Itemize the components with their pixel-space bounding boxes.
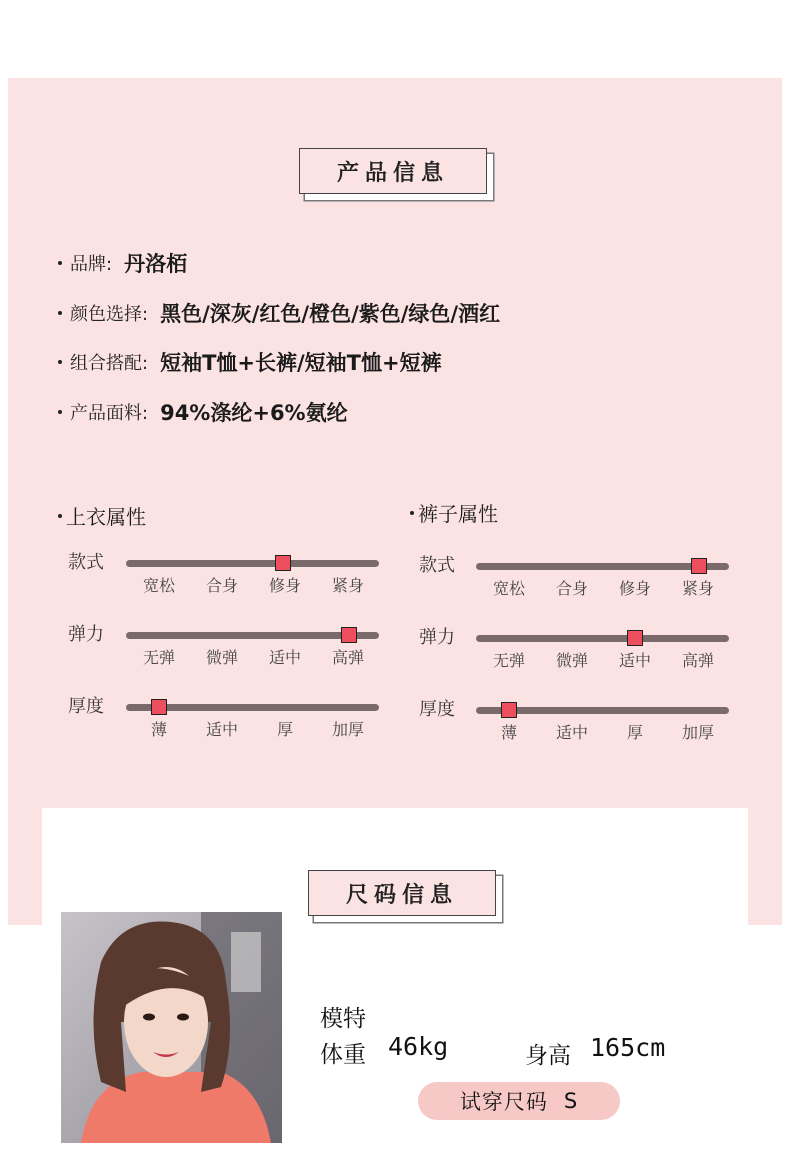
- model-photo: [61, 912, 282, 1143]
- attribute-tick-label: 适中: [555, 723, 589, 742]
- attribute-tick-label: 高弹: [331, 648, 365, 667]
- attribute-tick-label: 厚: [626, 723, 644, 742]
- attribute-tick-label: 微弹: [555, 651, 589, 670]
- attribute-level-track: [126, 632, 379, 639]
- top-attributes-title: [58, 501, 146, 530]
- attribute-level-marker: [341, 627, 357, 643]
- attribute-row-label: 弹力: [419, 627, 455, 648]
- model-photo-illustration: [61, 912, 282, 1143]
- product-info-title: [299, 148, 487, 194]
- attribute-tick-label: 无弹: [142, 648, 176, 667]
- attribute-tick-label: 薄: [150, 720, 168, 739]
- attribute-row-label: 款式: [68, 552, 104, 573]
- size-info-title: [308, 870, 496, 916]
- attribute-tick-label: 紧身: [331, 576, 365, 595]
- bullet-icon: [58, 261, 62, 265]
- attribute-level-track: [126, 704, 379, 711]
- attribute-tick-label: 适中: [268, 648, 302, 667]
- attribute-tick-label: 高弹: [681, 651, 715, 670]
- attribute-level-track: [476, 563, 729, 570]
- info-line-brand: [58, 248, 187, 278]
- weight-label: 体重: [320, 1042, 366, 1068]
- weight-value: 46kg: [388, 1032, 449, 1061]
- attribute-tick-label: 无弹: [492, 651, 526, 670]
- info-label: 产品面料:: [70, 403, 149, 424]
- top-attributes-title-text: 上衣属性: [66, 505, 146, 529]
- pants-attributes-title-text: 裤子属性: [418, 502, 498, 526]
- info-line-colors: [58, 298, 500, 328]
- info-line-fabric: [58, 397, 348, 427]
- attribute-level-marker: [151, 699, 167, 715]
- attribute-row-label: 弹力: [68, 624, 104, 645]
- attribute-tick-label: 薄: [500, 723, 518, 742]
- trial-size-label: 试穿尺码: [459, 1090, 548, 1114]
- pants-attributes-title: [410, 498, 498, 527]
- attribute-tick-label: 合身: [205, 576, 239, 595]
- trial-size-value: S: [563, 1089, 579, 1113]
- info-value: 短袖T恤+长裤/短袖T恤+短裤: [160, 351, 442, 375]
- bullet-icon: [58, 410, 62, 414]
- attribute-tick-label: 加厚: [331, 720, 365, 739]
- bullet-icon: [410, 511, 414, 515]
- info-line-combo: [58, 347, 442, 377]
- attribute-level-marker: [691, 558, 707, 574]
- model-label: 模特: [320, 1006, 366, 1032]
- attribute-tick-label: 紧身: [681, 579, 715, 598]
- attribute-level-marker: [627, 630, 643, 646]
- attribute-tick-label: 修身: [268, 576, 302, 595]
- height-value: 165cm: [590, 1033, 666, 1062]
- attribute-tick-label: 适中: [618, 651, 652, 670]
- attribute-level-track: [126, 560, 379, 567]
- attribute-row-label: 厚度: [419, 699, 455, 720]
- bullet-icon: [58, 514, 62, 518]
- info-label: 颜色选择:: [70, 304, 149, 325]
- attribute-level-track: [476, 635, 729, 642]
- attribute-tick-label: 合身: [555, 579, 589, 598]
- attribute-tick-label: 适中: [205, 720, 239, 739]
- info-value: 丹洛栢: [124, 252, 188, 276]
- info-label: 组合搭配:: [70, 353, 149, 374]
- attribute-level-marker: [501, 702, 517, 718]
- info-label: 品牌:: [70, 254, 113, 275]
- attribute-tick-label: 厚: [276, 720, 294, 739]
- attribute-tick-label: 宽松: [492, 579, 526, 598]
- bullet-icon: [58, 360, 62, 364]
- attribute-tick-label: 宽松: [142, 576, 176, 595]
- info-value: 黑色/深灰/红色/橙色/紫色/绿色/酒红: [160, 302, 501, 326]
- attribute-row-label: 款式: [419, 555, 455, 576]
- info-value: 94%涤纶+6%氨纶: [160, 401, 348, 425]
- size-info-title-text: 尺码信息: [345, 882, 458, 908]
- product-info-title-text: 产品信息: [336, 160, 449, 186]
- attribute-tick-label: 微弹: [205, 648, 239, 667]
- trial-size-badge: [418, 1082, 620, 1120]
- attribute-tick-label: 加厚: [681, 723, 715, 742]
- attribute-row-label: 厚度: [68, 696, 104, 717]
- attribute-level-marker: [275, 555, 291, 571]
- height-label: 身高: [525, 1043, 571, 1069]
- bullet-icon: [58, 311, 62, 315]
- attribute-level-track: [476, 707, 729, 714]
- attribute-tick-label: 修身: [618, 579, 652, 598]
